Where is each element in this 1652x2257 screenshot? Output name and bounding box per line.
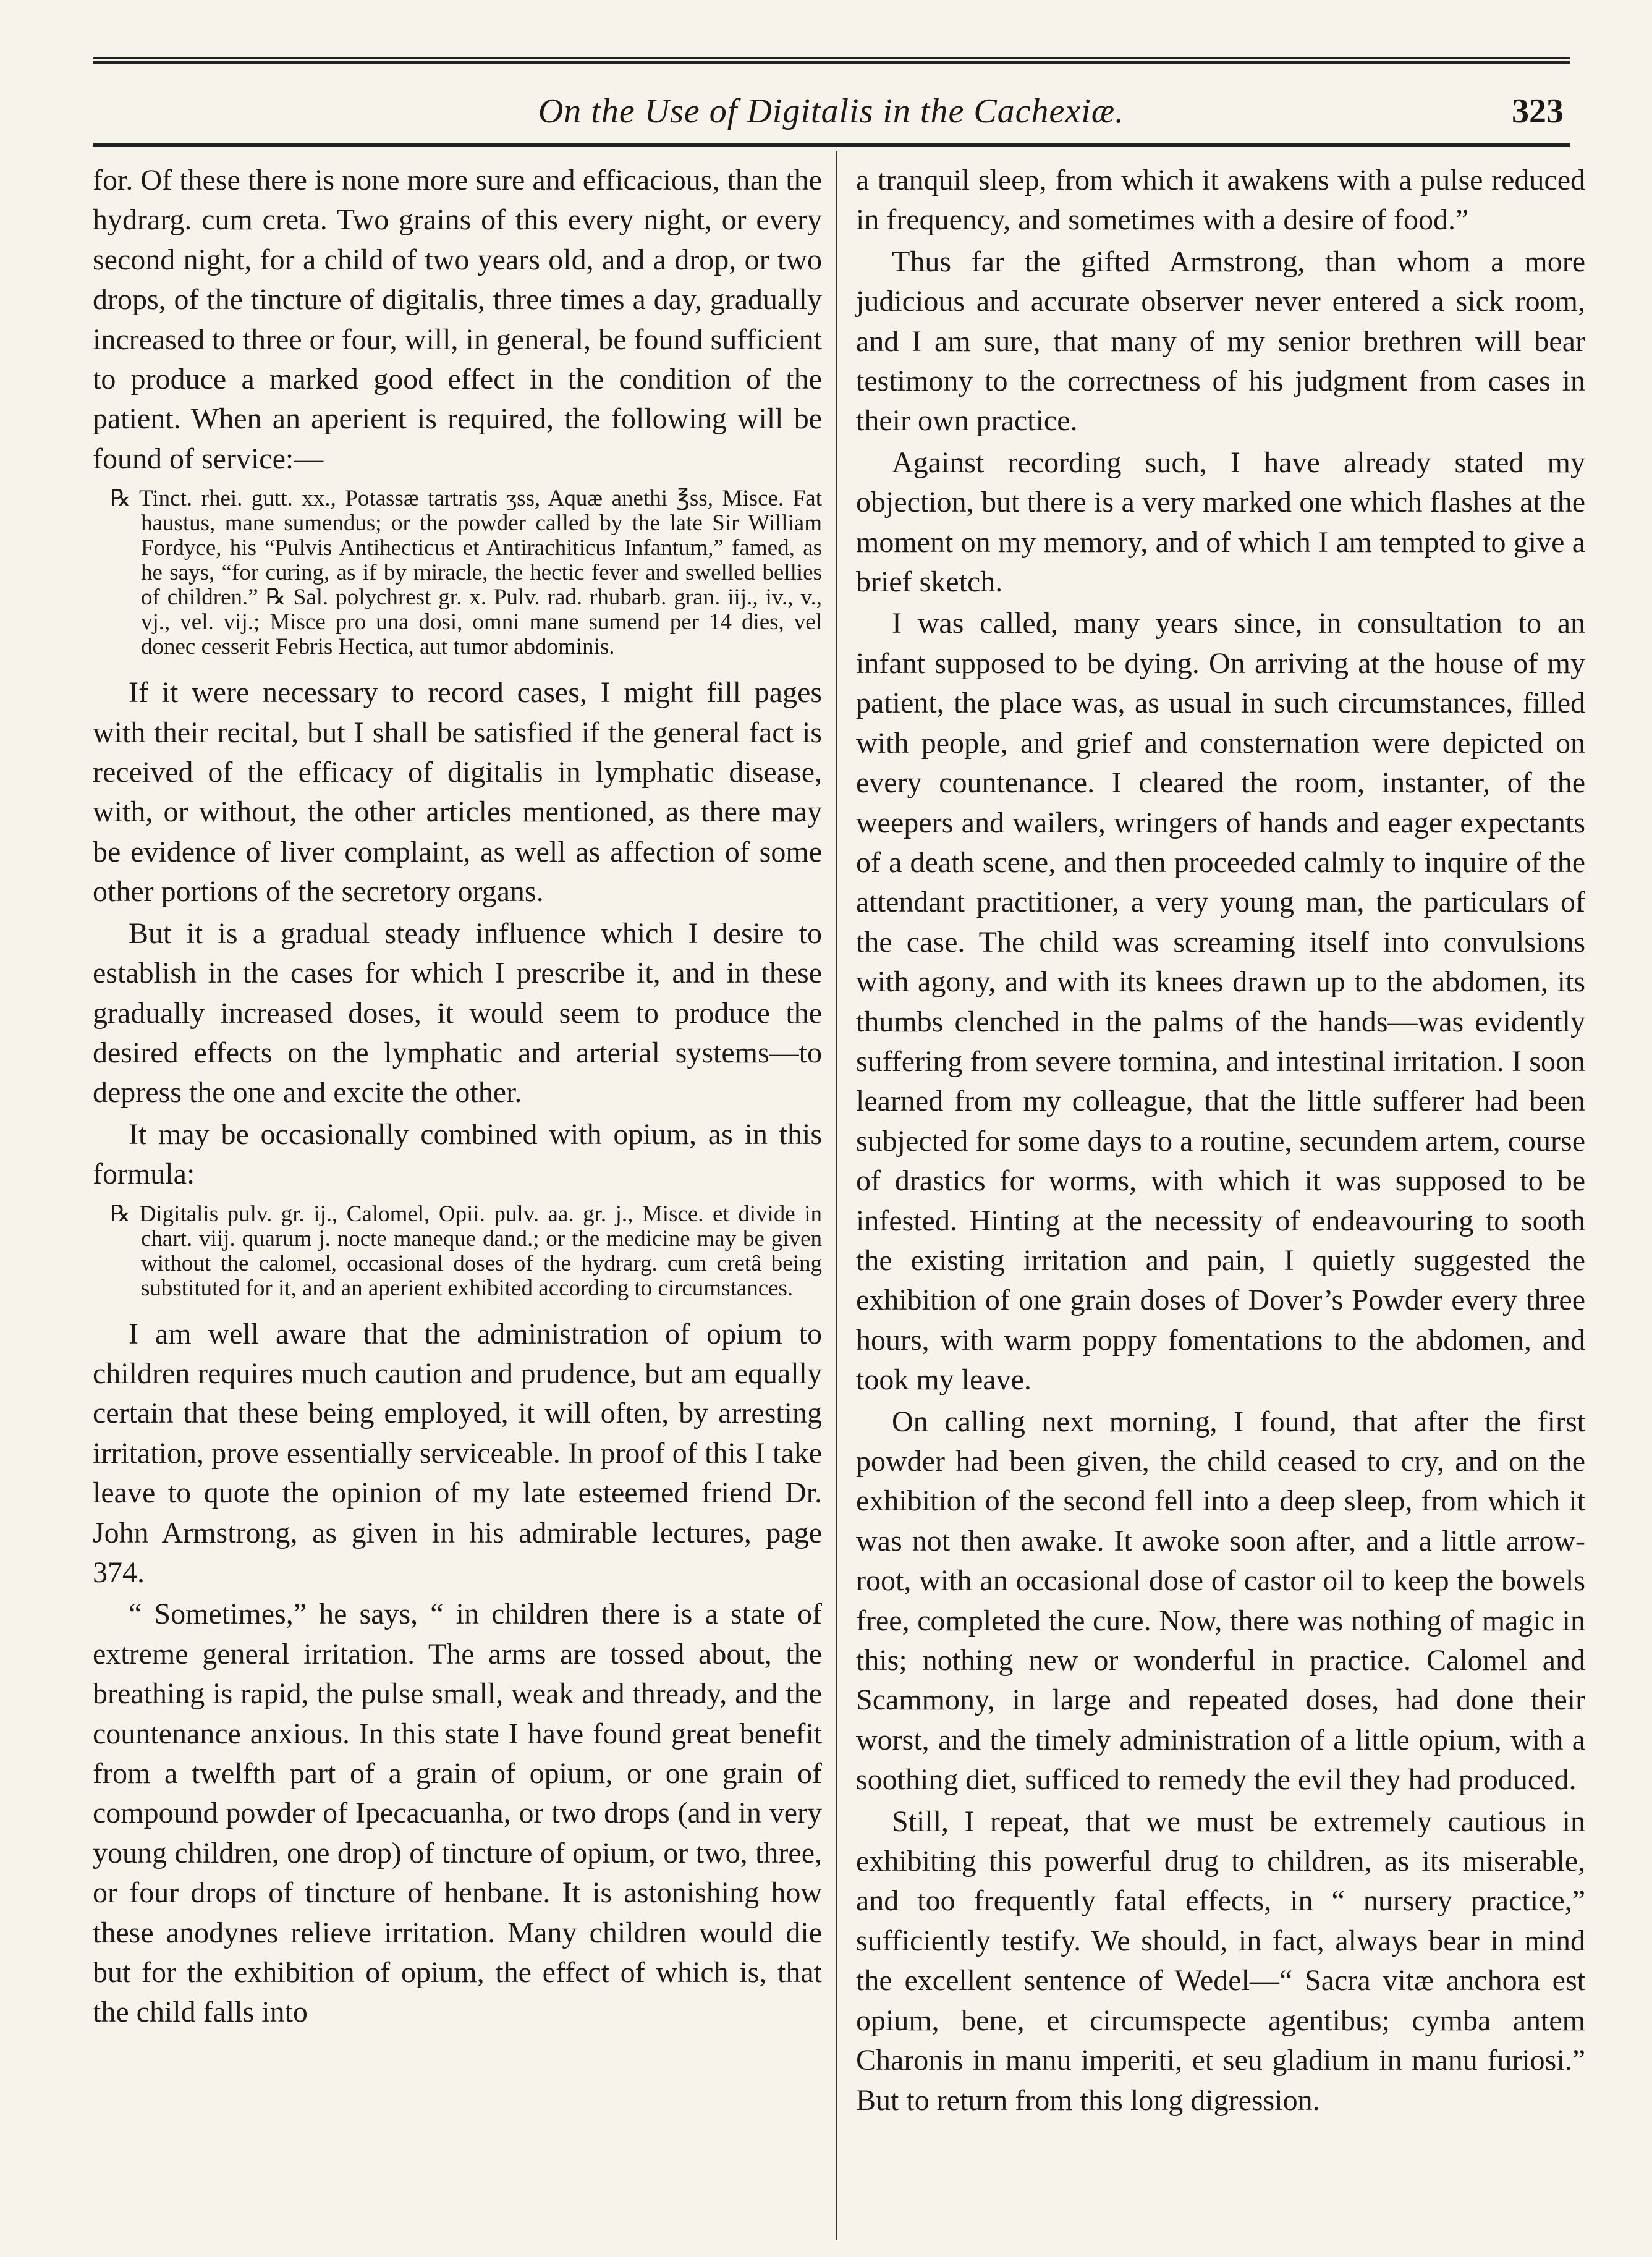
paragraph: I was called, many years since, in consultation to an infant supposed to be dying. On arriving at the house of my patient, the place was, as usual in such circumstances, filled with people, and grief and consternation were depicted on every countenance. I cleared the room, instanter, of the weepers and wailers, wringers of hands and eager expectants of a death scene, and then proceeded calmly to inquire of the attendant practitioner, a very young man, the particulars of the case. The child was screaming itself into convulsions with agony, and with its knees drawn up to the abdomen, its thumbs clenched in the palms of the hands—was evidently suffering from severe tormina, and intestinal irritation. I soon learned from my colleague, that the little sufferer had been subjected for some days to a routine, secundem artem, course of drastics for worms, with which it was supposed to be infested. Hinting at the necessity of endeavouring to sooth the existing irritation and pain, I quietly suggested the exhibition of one grain doses of Dover’s Powder every three hours, with warm poppy fomentations to the abdomen, and took my leave. (856, 607, 1585, 1397)
running-head (93, 91, 1570, 141)
header-rule (93, 143, 1570, 147)
paragraph-continuation: a tranquil sleep, from which it awakens with a pulse reduced in frequency, and sometimes with a desire of food.” (856, 164, 1585, 237)
paragraph: On calling next morning, I found, that after the first powder had been given, the child ceased to cry, and on the exhibition of the second fell into a deep sleep, from which it was not then awake. It awoke soon after, and a little arrow-root, with an occasional dose of castor oil to keep the bowels free, completed the cure. Now, there was nothing of magic in this; nothing new or wonderful in practice. Calomel and Scammony, in large and repeated doses, had done their worst, and the timely administration of a little opium, with a soothing diet, sufficed to remedy the evil they had produced. (856, 1405, 1585, 1797)
paragraph: Thus far the gifted Armstrong, than whom a more judicious and accurate observer never entered a sick room, and I am sure, that many of my senior brethren will bear testimony to the correctness of his judgment from cases in their own practice. (856, 245, 1585, 438)
paragraph: But it is a gradual steady influence which I desire to establish in the cases for which I prescribe it, and in these gradually increased doses, it would seem to produce the desired effects on the lymphatic and arterial systems—to depress the one and excite the other. (93, 917, 822, 1109)
prescription-formula: ℞ Tinct. rhei. gutt. xx., Potassæ tartratis ʒss, Aquæ anethi ℥ss, Misce. Fat haustus, mane sumendus; or the powder called by the late Sir William Fordyce, his “Pulvis Antihecticus et Antirachiticus Infantum,” famed, as he says, “for curing, as if by miracle, the hectic fever and swelled bellies of children.” ℞ Sal. polychrest gr. x. Pulv. rad. rhubarb. gran. iij., iv., v., vj., vel. vij.; Misce pro una dosi, omni mane sumend per 14 dies, vel donec cesserit Febris Hectica, aut tumor abdominis. (110, 486, 822, 660)
top-double-rule (93, 57, 1570, 64)
paragraph: Still, I repeat, that we must be extremely cautious in exhibiting this powerful drug to children, as its miserable, and too frequently fatal effects, in “ nursery practice,” sufficiently testify. We should, in fact, always bear in mind the excellent sentence of Wedel—“ Sacra vitæ anchora est opium, bene, et circumspecte agentibus; cymba antem Charonis in manu imperiti, et seu gladium in manu furiosi.” But to return from this long digression. (856, 1805, 1585, 2117)
paragraph: It may be occasionally combined with opium, as in this formula: (93, 1117, 822, 1191)
quotation-paragraph: “ Sometimes,” he says, “ in children there is a state of extreme general irritation. The arms are tossed about, the breathing is rapid, the pulse small, weak and thready, and the countenance anxious. In this state I have found great benefit from a twelfth part of a grain of opium, or one grain of compound powder of Ipecacuanha, or two drops (and in very young children, one drop) of tincture of opium, or two, three, or four drops of tincture of henbane. It is astonishing how these anodynes relieve irritation. Many children would die but for the exhibition of opium, the effect of which is, that the child falls into (93, 1598, 822, 2029)
column-divider (836, 151, 837, 2240)
paragraph-continuation: for. Of these there is none more sure and efficacious, than the hydrarg. cum creta. Two grains of this every night, or every second night, for a child of two years old, and a drop, or two drops, of the tincture of digitalis, three times a day, gradually increased to three or four, will, in general, be found sufficient to produce a marked good effect in the condition of the patient. When an aperient is required, the following will be found of service:— (93, 164, 822, 475)
prescription-formula: ℞ Digitalis pulv. gr. ij., Calomel, Opii. pulv. aa. gr. j., Misce. et divide in chart. viij. quarum j. nocte maneque dand.; or the medicine may be given without the calomel, occasional doses of the hydrarg. cum cretâ being substituted for it, and an aperient exhibited according to circumstances. (110, 1201, 822, 1301)
paragraph: Against recording such, I have already stated my objection, but there is a very marked one which flashes at the moment on my memory, and of which I am tempted to give a brief sketch. (856, 446, 1585, 599)
left-column (93, 161, 822, 2035)
page-number: 323 (1512, 92, 1564, 130)
right-column (856, 161, 1585, 2122)
paragraph: If it were necessary to record cases, I might fill pages with their recital, but I shall be satisfied if the general fact is received of the efficacy of digitalis in lymphatic disease, with, or without, the other articles mentioned, as there may be evidence of liver complaint, as well as affection of some other portions of the secretory organs. (93, 676, 822, 908)
paragraph: I am well aware that the administration of opium to children requires much caution and prudence, but am equally certain that these being employed, it will often, by arresting irritation, prove essentially serviceable. In proof of this I take leave to quote the opinion of my late esteemed friend Dr. John Armstrong, as given in his admirable lectures, page 374. (93, 1317, 822, 1589)
running-title: On the Use of Digitalis in the Cachexiæ. (538, 92, 1125, 130)
